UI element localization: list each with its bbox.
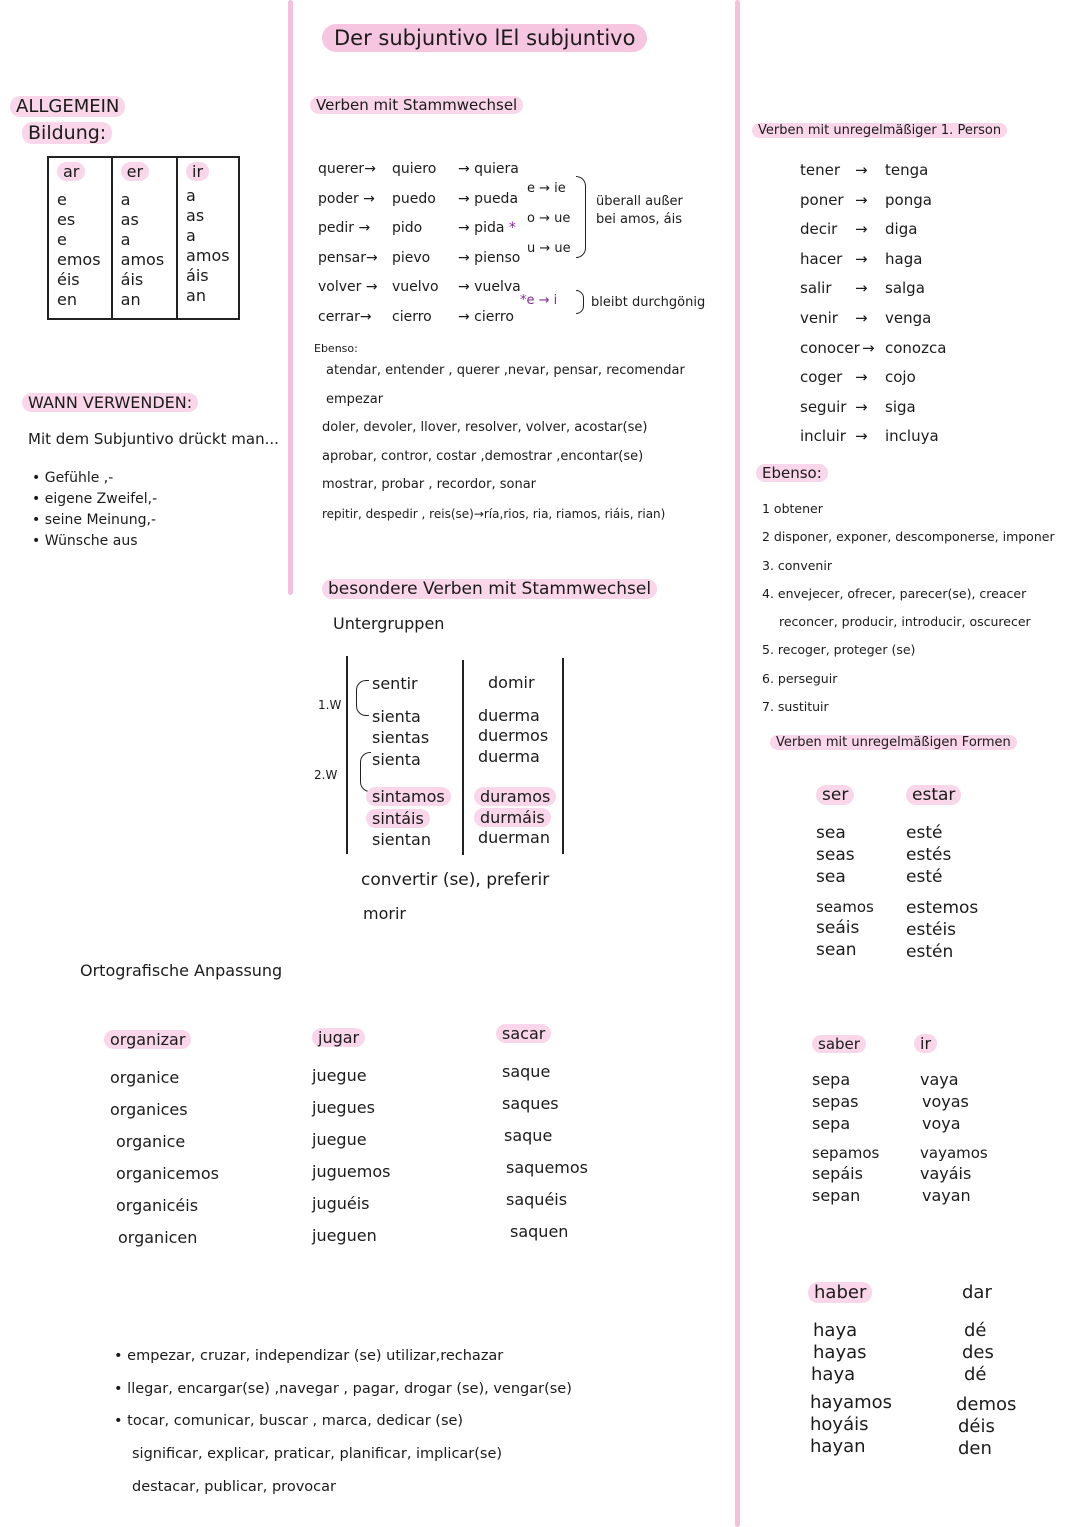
- arrow-icon: →: [855, 427, 868, 446]
- star-marker: *: [508, 220, 516, 237]
- ending: an: [120, 290, 141, 309]
- list-item: 1 obtener: [762, 501, 823, 516]
- table-row: [318, 303, 521, 333]
- table-row: [800, 156, 946, 186]
- verb-form: vayamos: [920, 1144, 988, 1162]
- irreg1-label: Verben mit unregelmäßiger 1. Person: [752, 123, 1007, 138]
- verb-form: haya: [813, 1320, 858, 1341]
- ei-note: bleibt durchgönig: [591, 295, 706, 310]
- subjuntivo-form: tenga: [885, 161, 929, 179]
- extra-verb: morir: [363, 904, 406, 923]
- verb-header: ir: [914, 1034, 937, 1053]
- arrow-icon: →: [855, 368, 868, 387]
- ei-change-label: *e → i: [520, 293, 558, 308]
- subjuntivo-form: haga: [885, 249, 923, 268]
- table-row: [318, 185, 521, 215]
- ending: en: [57, 290, 77, 309]
- list-item: 5. recoger, proteger (se): [762, 642, 916, 658]
- infinitive: decir: [800, 220, 838, 239]
- table-row: [318, 155, 521, 185]
- table-row: [318, 214, 521, 244]
- verb-saber: [812, 1033, 879, 1207]
- table-row: [800, 422, 946, 452]
- infinitive: tener: [800, 161, 841, 179]
- verb-form: duermos: [478, 726, 549, 745]
- verb-form: organices: [110, 1100, 188, 1119]
- brace: [576, 176, 586, 258]
- verb-form: sepamos: [812, 1144, 880, 1162]
- table-row: [318, 273, 521, 303]
- verb-header: estar: [906, 785, 961, 805]
- ending: éis: [57, 270, 80, 289]
- first-person: pievo: [392, 249, 431, 266]
- verb-header: ser: [816, 785, 854, 805]
- dormir-column: [478, 673, 556, 849]
- infinitive: poder →: [318, 190, 375, 207]
- subjuntivo-form: salga: [885, 279, 925, 298]
- verb-form: juegue: [312, 1066, 367, 1085]
- verb-form: juegue: [312, 1130, 367, 1149]
- group-organizar: [104, 1024, 219, 1254]
- verb-form: sienta: [372, 749, 421, 769]
- verb-form: organicemos: [116, 1164, 219, 1183]
- verb-form: déis: [958, 1416, 995, 1437]
- usage-list: [32, 468, 157, 552]
- subjuntivo-form: cojo: [885, 368, 916, 387]
- verb-form: jueguen: [312, 1226, 377, 1245]
- table-row: [800, 274, 946, 304]
- ending: as: [120, 210, 139, 229]
- list-item: • seine Meinung,-: [32, 510, 157, 531]
- ending: a: [186, 186, 196, 205]
- table-row: [318, 244, 521, 274]
- usage-intro: Mit dem Subjuntivo drückt man...: [28, 430, 279, 448]
- verb-form: hayamos: [810, 1392, 893, 1413]
- table-header: ir: [186, 162, 209, 181]
- verb-form: hayas: [813, 1342, 867, 1363]
- bildung-heading: [22, 122, 112, 144]
- infinitive: pedir →: [318, 220, 371, 237]
- verb-form: saquéis: [506, 1190, 568, 1209]
- conjugation-table: [47, 156, 240, 320]
- list-item: destacar, publicar, provocar: [132, 1478, 336, 1495]
- arrow-icon: →: [862, 338, 875, 357]
- bildung-label: Bildung:: [22, 122, 112, 144]
- table-col-ar: [48, 157, 112, 319]
- verb-estar: [906, 784, 978, 963]
- verb-form: sienta: [372, 706, 421, 726]
- ending: e: [57, 230, 67, 249]
- verb-form: sintamos: [366, 787, 451, 806]
- table-row: [800, 215, 946, 245]
- list-item: 4. envejecer, ofrecer, parecer(se), creacer: [762, 585, 1027, 601]
- list-item: 2 disponer, exponer, descomponerse, imponer: [762, 529, 1055, 545]
- arrow-icon: →: [855, 220, 868, 239]
- verb-haber: [808, 1282, 892, 1458]
- verb-form: voya: [922, 1114, 961, 1133]
- verb-form: saquemos: [506, 1158, 588, 1177]
- list-item: mostrar, probar , recordor, sonar: [322, 477, 536, 492]
- verb-form: organice: [116, 1132, 186, 1151]
- infinitive: volver →: [318, 279, 378, 296]
- changes-note: [596, 193, 683, 229]
- extra-verbs: convertir (se), preferir: [361, 870, 550, 890]
- stammwechsel-heading: [310, 96, 523, 114]
- note-line: bei amos, áis: [596, 212, 682, 227]
- infinitive: pensar→: [318, 249, 378, 266]
- verb-form: saques: [502, 1094, 559, 1113]
- arrow-icon: →: [855, 279, 868, 298]
- verb-form: saquen: [510, 1222, 569, 1241]
- orto-examples-cont: [132, 1438, 502, 1503]
- verb-form: organicen: [118, 1228, 198, 1247]
- ebenso-right-list: [762, 495, 1055, 721]
- subjuntivo-form: → cierro: [458, 308, 514, 325]
- infinitive: coger: [800, 368, 843, 387]
- list-item: aprobar, contror, costar ,demostrar ,encontar(se): [322, 448, 644, 464]
- wann-heading: [22, 393, 198, 412]
- first-person: cierro: [392, 308, 432, 325]
- list-item: repitir, despedir , reis(se)→ría,rios, ria, riamos, riáis, rian): [322, 506, 666, 521]
- table-row: [800, 393, 946, 423]
- list-item: • llegar, encargar(se) ,navegar , pagar, drogar (se), vengar(se): [114, 1373, 572, 1406]
- table-col-ir: [177, 157, 239, 319]
- verb-form: estéis: [906, 920, 957, 940]
- table-line: [462, 660, 464, 855]
- verb-form: dé: [964, 1320, 987, 1341]
- ebenso-right-heading: [756, 464, 828, 482]
- verb-header: domir: [488, 673, 535, 692]
- verb-form: organice: [110, 1068, 180, 1087]
- verb-dar: [956, 1282, 1016, 1460]
- orto-examples: [114, 1340, 572, 1438]
- besondere-heading: [322, 579, 657, 599]
- verb-form: juguéis: [312, 1194, 370, 1213]
- irreg1-heading: [752, 123, 1007, 138]
- verb-form: duerma: [478, 746, 540, 766]
- verb-form: vayan: [922, 1186, 971, 1205]
- first-person: pido: [392, 220, 423, 237]
- verb-form: des: [962, 1342, 994, 1363]
- allgemein-label: ALLGEMEIN: [10, 96, 125, 117]
- subjuntivo-form: siga: [885, 397, 916, 416]
- first-person: puedo: [392, 190, 436, 207]
- arrow-icon: →: [855, 161, 868, 179]
- group-sacar: [496, 1018, 588, 1248]
- verb-ser: [816, 784, 874, 961]
- table-header: ar: [57, 162, 85, 181]
- sentir-column: [372, 673, 451, 851]
- ending: an: [186, 286, 206, 305]
- verb-form: estén: [906, 942, 954, 962]
- verb-header: saber: [812, 1035, 866, 1053]
- verb-form: duerman: [478, 828, 550, 847]
- subjuntivo-form: → pienso: [458, 249, 521, 266]
- group-jugar: [312, 1022, 390, 1252]
- allgemein-heading: [10, 96, 125, 117]
- verb-form: sea: [816, 823, 846, 843]
- change-rule: u → ue: [527, 241, 571, 256]
- loop-arrow: [356, 680, 369, 716]
- table-header: er: [121, 162, 149, 181]
- ending: e: [57, 190, 67, 209]
- list-item: 7. sustituir: [762, 699, 829, 715]
- ebenso-label: Ebenso:: [314, 342, 358, 355]
- verb-form: demos: [956, 1394, 1017, 1415]
- subjuntivo-form: incluya: [885, 427, 939, 446]
- ending: emos: [57, 250, 101, 269]
- subjuntivo-form: diga: [885, 220, 918, 239]
- verb-header: dar: [962, 1282, 992, 1303]
- verb-form: sea: [816, 867, 846, 887]
- table-row: [800, 363, 946, 393]
- ebenso-right-label: Ebenso:: [756, 464, 828, 482]
- list-item: doler, devoler, llover, resolver, volver, acostar(se): [322, 420, 648, 435]
- verb-form: saque: [504, 1126, 553, 1145]
- infinitive: salir: [800, 279, 832, 298]
- infinitive: querer→: [318, 161, 376, 177]
- table-col-er: [112, 157, 177, 319]
- list-item: • tocar, comunicar, buscar , marca, dedicar (se): [114, 1405, 572, 1438]
- stammwechsel-rows: [318, 155, 521, 333]
- arrow-icon: →: [855, 249, 868, 268]
- verb-form: juegues: [312, 1098, 375, 1117]
- list-item: • eigene Zweifel,-: [32, 489, 157, 510]
- verb-form: hayan: [810, 1436, 866, 1457]
- verb-form: duramos: [474, 787, 556, 806]
- verb-form: sientan: [372, 830, 431, 849]
- subjuntivo-form: → pida: [458, 220, 505, 237]
- besondere-label: besondere Verben mit Stammwechsel: [322, 579, 657, 599]
- verb-form: saque: [502, 1062, 551, 1081]
- verb-form: dé: [964, 1364, 987, 1385]
- ending: a: [120, 230, 131, 249]
- verb-header: haber: [808, 1282, 872, 1303]
- change-rule: e → ie: [527, 181, 566, 196]
- arrow-icon: →: [855, 308, 868, 327]
- irreg1-list: [800, 156, 946, 452]
- vowel-changes: [527, 174, 571, 264]
- group-header: jugar: [312, 1028, 365, 1047]
- stammwechsel-label: Verben mit Stammwechsel: [310, 96, 523, 114]
- orto-heading: Ortografische Anpassung: [80, 961, 283, 980]
- ending: amos: [186, 246, 230, 265]
- ending: áis: [120, 270, 144, 289]
- verb-form: seamos: [816, 898, 874, 916]
- verb-form: organicéis: [116, 1196, 199, 1215]
- ending: amos: [120, 250, 165, 269]
- ending: a: [120, 190, 131, 209]
- verb-form: sean: [816, 940, 857, 960]
- verb-form: seas: [816, 845, 855, 865]
- first-person: quiero: [392, 161, 437, 177]
- list-item: empezar: [326, 391, 384, 407]
- wann-label: WANN VERWENDEN:: [22, 393, 198, 412]
- change-rule: o → ue: [527, 211, 571, 226]
- infinitive: conocer: [800, 338, 860, 357]
- list-item: • empezar, cruzar, independizar (se) utilizar,rechazar: [114, 1340, 572, 1373]
- verb-form: estés: [906, 845, 952, 865]
- verb-form: sintáis: [366, 809, 430, 828]
- divider-right: [735, 0, 740, 1527]
- verb-form: seáis: [816, 918, 860, 938]
- verb-form: vayáis: [920, 1164, 972, 1183]
- verb-header: sentir: [372, 674, 418, 693]
- irreg-forms-heading: [770, 735, 1017, 750]
- table-line: [346, 656, 348, 854]
- w1-label: 1.W: [318, 698, 342, 712]
- verb-form: duerma: [478, 705, 540, 725]
- list-item: reconcer, producir, introducir, oscurecer: [779, 614, 1031, 630]
- list-item: • Gefühle ,-: [32, 468, 157, 489]
- verb-form: sientas: [372, 728, 430, 747]
- group-header: organizar: [104, 1030, 191, 1049]
- subjuntivo-form: → pueda: [458, 190, 519, 207]
- list-item: atendar, entender , querer ,nevar, pensar, recomendar: [326, 363, 685, 378]
- verb-form: sepan: [812, 1186, 861, 1205]
- ei-change: [520, 293, 557, 308]
- subjuntivo-form: venga: [885, 308, 932, 327]
- list-item: significar, explicar, praticar, planificar, implicar(se): [132, 1446, 503, 1462]
- verb-form: esté: [906, 823, 943, 843]
- verb-form: durmáis: [474, 808, 551, 827]
- subjuntivo-form: → quiera: [458, 161, 519, 177]
- verb-form: hoyáis: [810, 1414, 869, 1435]
- ending: es: [57, 210, 76, 229]
- page-title: Der subjuntivo lEl subjuntivo: [322, 24, 647, 52]
- list-item: • Wünsche aus: [32, 531, 157, 552]
- verb-form: sepáis: [812, 1164, 863, 1183]
- note-line: überall außer: [596, 194, 683, 209]
- brace: [576, 290, 584, 314]
- infinitive: seguir: [800, 397, 847, 416]
- verb-form: estemos: [906, 898, 979, 918]
- subjuntivo-form: → vuelva: [458, 279, 521, 296]
- verb-form: sepas: [812, 1092, 859, 1111]
- first-person: vuelvo: [392, 279, 439, 296]
- infinitive: poner: [800, 190, 844, 209]
- irreg-forms-label: Verben mit unregelmäßigen Formen: [770, 735, 1017, 750]
- group-header: sacar: [496, 1024, 551, 1043]
- arrow-icon: →: [855, 190, 868, 209]
- verb-form: voyas: [922, 1092, 969, 1111]
- list-item: 6. perseguir: [762, 670, 838, 686]
- ending: áis: [186, 266, 209, 285]
- table-row: [800, 245, 946, 275]
- arrow-icon: →: [855, 397, 868, 416]
- verb-form: vaya: [920, 1070, 959, 1089]
- table-row: [800, 186, 946, 216]
- ebenso-list: [322, 357, 685, 528]
- infinitive: cerrar→: [318, 308, 372, 325]
- infinitive: venir: [800, 308, 838, 327]
- untergruppen-label: Untergruppen: [333, 614, 445, 633]
- verb-form: den: [958, 1438, 992, 1459]
- infinitive: hacer: [800, 249, 843, 268]
- infinitive: incluir: [800, 427, 846, 446]
- verb-form: sepa: [812, 1070, 851, 1089]
- ending: as: [186, 206, 205, 225]
- subjuntivo-form: ponga: [885, 190, 932, 209]
- verb-form: sepa: [812, 1114, 851, 1133]
- subjuntivo-form: conozca: [885, 338, 947, 357]
- table-line: [562, 658, 564, 854]
- list-item: 3. convenir: [762, 557, 832, 573]
- loop-arrow: [360, 752, 371, 792]
- verb-ir: [914, 1033, 988, 1207]
- verb-form: esté: [906, 867, 943, 887]
- w2-label: 2.W: [314, 768, 338, 782]
- table-row: [800, 334, 946, 364]
- verb-form: juguemos: [312, 1162, 391, 1181]
- divider-left: [288, 0, 293, 595]
- ending: a: [186, 226, 196, 245]
- table-row: [800, 304, 946, 334]
- verb-form: haya: [811, 1364, 856, 1385]
